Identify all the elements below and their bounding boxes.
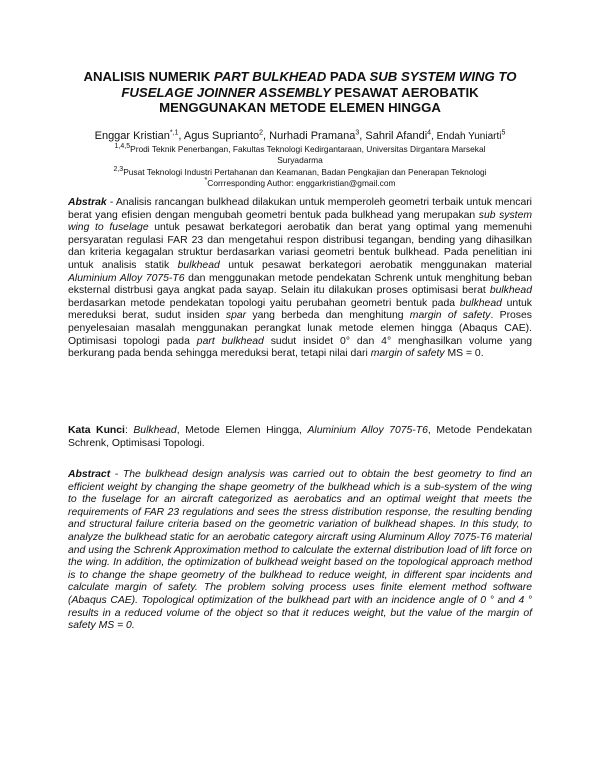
title-line-3: MENGGUNAKAN METODE ELEMEN HINGGA — [159, 100, 441, 115]
affiliation-2: $^{2,3}$Pusat Teknologi Industri Pertahanan dan Keamanan, Badan Pengkajian dan Penerapan Teknologi *Corrresponding Author: enggarkristian@gmail.com — [113, 166, 487, 188]
affiliation-1: $^{1,4,5}$Prodi Teknik Penerbangan, Fakultas Teknologi Kedirgantaraan, Universitas Dirgantara Marsekal Suryadarma — [114, 143, 486, 165]
abstrak-paragraph: Abstrak - Analisis rancangan bulkhead dilakukan untuk memperoleh geometri terbaik untuk mencari berat yang efisien dengan mengubah geometri bentuk pada bulkhead yang merupakan sub system wing to fuselage untuk pesawat berkategori aerobatik dan berat yang optimal yang memenuhi persyaratan regulasi FAR 23 dan mengetahui respon distribusi tegangan, bending yang dihasilkan dan kriteria kegagalan struktur berdasarkan variasi geometri bentuk bulkhead. Pada penelitian ini untuk analisis statik bulkhead untuk pesawat berkategori aerobatik menggunakan material Aluminium Alloy 7075-T6 dan menggunakan metode pendekatan Schrenk untuk menghitung beban eksternal distrbusi gaya angkat pada sayap. Selain itu dilakukan proses optimisasi berat bulkhead berdasarkan metode pendekatan topologi yaitu perubahan geometri bentuk pada bulkhead untuk mereduksi berat, sudut insiden spar yang berbeda dan menghitung margin of safety. Proses penyelesaian masalah menggunakan perangkat lunak metode elemen hingga (Abaqus CAE). Optimisasi topologi pada part bulkhead sudut insidet 0° dan 4° menghasilkan volume yang berkurang pada benda sehingga mereduksi berat, tetapi nilai dari margin of safety MS = 0. — [68, 197, 533, 360]
title-line-1: ANALISIS NUMERIK PART BULKHEAD PADA SUB SYSTEM WING TO — [83, 69, 517, 84]
author-list: Enggar Kristian$^{*,1}$, Agus Suprianto$^2$, Nurhadi Pramana$^3$, Sahril Afandi$^4$, Endah Yuniarti$^5$ — [94, 129, 506, 142]
kata-kunci-paragraph: Kata Kunci: Bulkhead, Metode Elemen Hingga, Aluminium Alloy 7075-T6, Metode Pendekatan Schrenk, Optimisasi Topologi. — [68, 425, 532, 449]
paper-title — [60, 69, 540, 116]
abstract-english-paragraph: Abstract - The bulkhead design analysis was carried out to obtain the best geometry to find an efficient weight by changing the shape geometry of the bulkhead which is a sub-system of the wing to the fuselage for an aircraft categorized as aerobatics and an optimal weight that meets the requirements of FAR 23 regulations and sees the stress distribution response, the resulting bending and structural failure criteria based on the geometric variation of bulkhead shapes. In this study, to analyze the bulkhead static for an aerobatic category aircraft using Aluminum Alloy 7075-T6 material and using the Schrenk Approximation method to calculate the external distribution load of lift force on the wing. In addition, the optimization of bulkhead weight based on the topological approach method is to change the shape geometry of the bulkhead to reduce weight, in different spar incidents and calculate margin of safety. The problem solving process uses finite element method software (Abaqus CAE). Topological optimization of the bulkhead part with an incidence angle of 0 ° and 4 ° results in a reduced volume of the object so that it reduces weight, but the value of the margin of safety MS = 0. — [68, 469, 532, 632]
title-line-2: FUSELAGE JOINNER ASSEMBLY PESAWAT AEROBATIK — [121, 84, 479, 100]
